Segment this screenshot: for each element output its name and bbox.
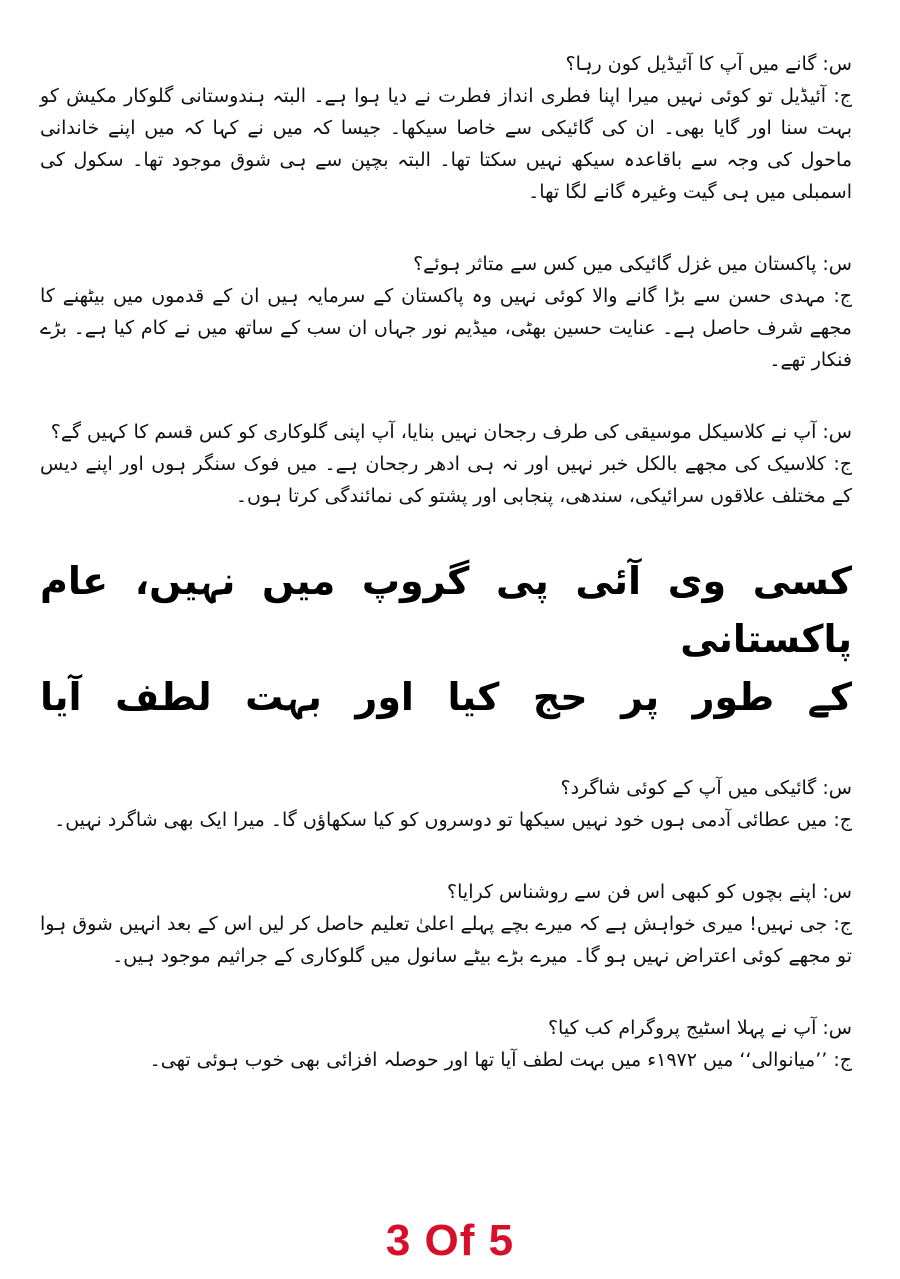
answer-first-stage: ج: ’’میانوالی‘‘ میں ۱۹۷۲ء میں بہت لطف آیا تھا اور حوصلہ افزائی بھی خوب ہوئی تھی۔	[149, 1049, 852, 1071]
question-ghazal: س: پاکستان میں غزل گائیکی میں کس سے متاثر ہوئے؟	[413, 253, 852, 275]
qa-block-idol	[40, 48, 852, 208]
qa-block-first-stage	[40, 1012, 852, 1076]
page-number: 3 Of 5	[385, 1216, 515, 1265]
answer-students: ج: میں عطائی آدمی ہوں خود نہیں سیکھا تو دوسروں کو کیا سکھاؤں گا۔ میرا ایک بھی شاگرد نہیں۔	[54, 809, 852, 831]
qa-block-students	[40, 772, 852, 836]
answer-classical: ج: کلاسیک کی مجھے بالکل خبر نہیں اور نہ ہی ادھر رجحان ہے۔ میں فوک سنگر ہوں اور اپنے دیس کے مختلف علاقوں سرائیکی، سندھی، پنجابی اور پشتو کی نمائندگی کرتا ہوں۔	[40, 453, 852, 507]
question-classical: س: آپ نے کلاسیکل موسیقی کی طرف رجحان نہیں بنایا، آپ اپنی گلوکاری کو کس قسم کا کہیں گے؟	[50, 421, 852, 443]
qa-block-ghazal	[40, 248, 852, 376]
question-first-stage: س: آپ نے پہلا اسٹیج پروگرام کب کیا؟	[547, 1017, 852, 1039]
pull-quote-line-2: کے طور پر حج کیا اور بہت لطف آیا	[40, 675, 852, 719]
qa-block-children	[40, 876, 852, 972]
question-children: س: اپنے بچوں کو کبھی اس فن سے روشناس کرایا؟	[447, 881, 852, 903]
qa-block-classical	[40, 416, 852, 512]
question-students: س: گائیکی میں آپ کے کوئی شاگرد؟	[560, 777, 852, 799]
question-idol: س: گانے میں آپ کا آئیڈیل کون رہا؟	[565, 53, 852, 75]
interview-body	[40, 48, 852, 1116]
answer-children: ج: جی نہیں! میری خواہش ہے کہ میرے بچے پہلے اعلیٰ تعلیم حاصل کر لیں اس کے بعد انہیں شوق ہوا تو مجھے کوئی اعتراض نہیں ہو گا۔ میرے بڑے بیٹے سانول میں گلوکاری کے جراثیم موجود ہیں۔	[40, 913, 852, 967]
pull-quote	[40, 552, 852, 726]
answer-ghazal: ج: مہدی حسن سے بڑا گانے والا کوئی نہیں وہ پاکستان کے سرمایہ ہیں ان کے قدموں میں بیٹھنے کا مجھے شرف حاصل ہے۔ عنایت حسین بھٹی، میڈیم نور جہاں ان سب کے ساتھ میں نے کام کیا ہے۔ بڑے فنکار تھے۔	[40, 285, 852, 371]
pull-quote-line-1: کسی وی آئی پی گروپ میں نہیں، عام پاکستانی	[40, 559, 852, 661]
answer-idol: ج: آئیڈیل تو کوئی نہیں میرا اپنا فطری انداز فطرت نے دیا ہوا ہے۔ البتہ ہندوستانی گلوکار مکیش کو بہت سنا اور گایا بھی۔ ان کی گائیکی سے خاصا سیکھا۔ جیسا کہ میں نے کہا کہ میں اپنے خاندانی ماحول کی وجہ سے باقاعدہ سیکھ نہیں سکتا تھا۔ البتہ بچپن سے ہی شوق موجود تھا۔ سکول کی اسمبلی میں ہی گیت وغیرہ گانے لگا تھا۔	[40, 85, 852, 203]
